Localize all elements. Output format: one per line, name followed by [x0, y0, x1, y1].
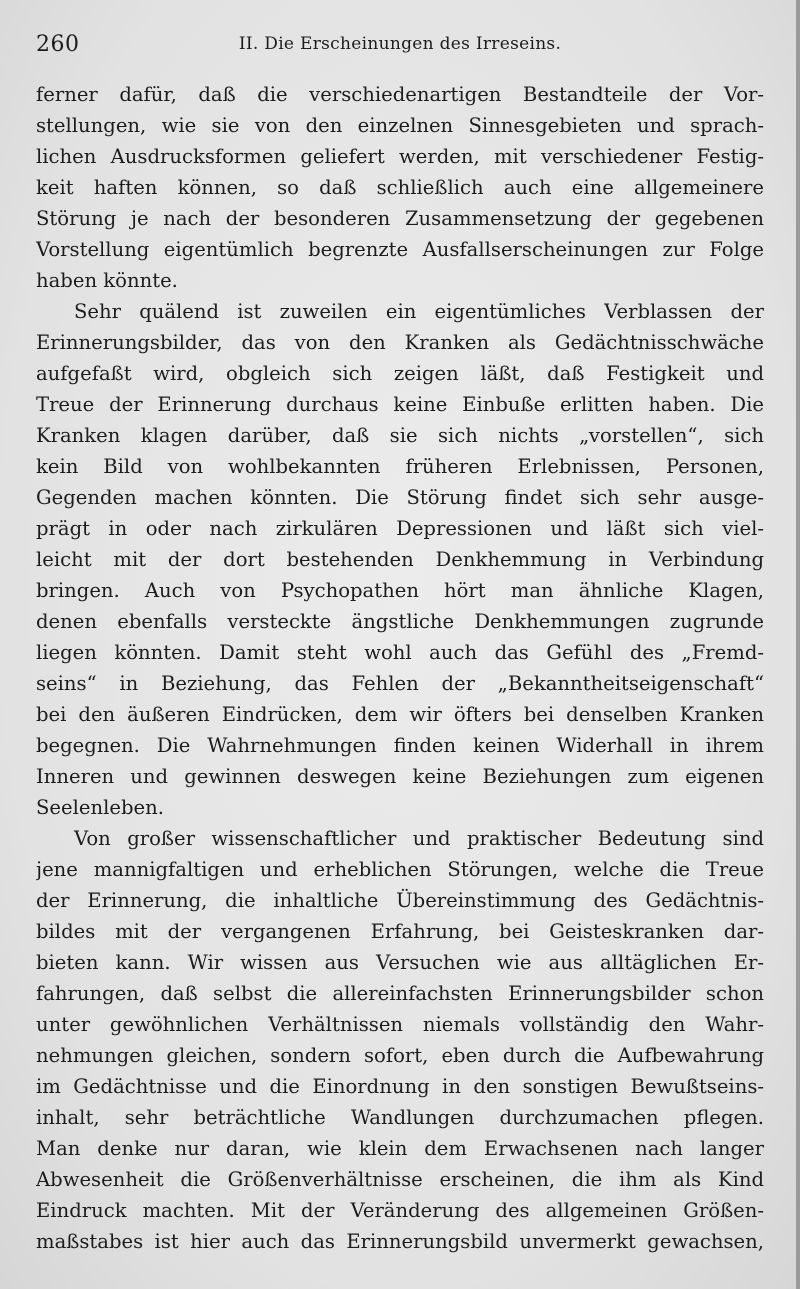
paragraph [36, 823, 764, 1257]
text-line: begegnen. Die Wahrnehmungen finden keinen Widerhall in ihrem [36, 734, 764, 757]
text-line: haben könnte. [36, 269, 178, 292]
text-line: nehmungen gleichen, sondern sofort, eben durch die Aufbewahrung [36, 1044, 764, 1067]
paragraph [36, 296, 764, 823]
text-line: bringen. Auch von Psychopathen hört man ähnliche Klagen, [36, 579, 764, 602]
page-edge [796, 0, 800, 1289]
text-line: denen ebenfalls versteckte ängstliche Denkhemmungen zugrunde [36, 610, 764, 633]
text-line: Man denke nur daran, wie klein dem Erwachsenen nach langer [36, 1137, 764, 1160]
text-line: Seelenleben. [36, 796, 164, 819]
paragraph [36, 79, 764, 296]
text-line: Abwesenheit die Größenverhältnisse erscheinen, die ihm als Kind [36, 1168, 764, 1191]
text-line: fahrungen, daß selbst die allereinfachsten Erinnerungsbilder schon [36, 982, 764, 1005]
text-line: Kranken klagen darüber, daß sie sich nichts „vorstellen“, sich [36, 424, 764, 447]
text-line: inhalt, sehr beträchtliche Wandlungen durchzumachen pflegen. [36, 1106, 764, 1129]
text-line: der Erinnerung, die inhaltliche Übereinstimmung des Gedächtnis- [36, 889, 764, 912]
text-line: seins“ in Beziehung, das Fehlen der „Bekanntheitseigenschaft“ [36, 672, 764, 695]
text-line: jene mannigfaltigen und erheblichen Störungen, welche die Treue [36, 858, 764, 881]
text-line: bei den äußeren Eindrücken, dem wir öfters bei denselben Kranken [36, 703, 764, 726]
text-line: bildes mit der vergangenen Erfahrung, bei Geisteskranken dar- [36, 920, 764, 943]
text-line: maßstabes ist hier auch das Erinnerungsbild unvermerkt gewachsen, [36, 1230, 764, 1253]
text-line: aufgefaßt wird, obgleich sich zeigen läßt, daß Festigkeit und [36, 362, 764, 385]
text-line: Treue der Erinnerung durchaus keine Einbuße erlitten haben. Die [36, 393, 764, 416]
text-line: leicht mit der dort bestehenden Denkhemmung in Verbindung [36, 548, 764, 571]
text-line: Sehr quälend ist zuweilen ein eigentümliches Verblassen der [74, 300, 764, 323]
text-line: Inneren und gewinnen deswegen keine Beziehungen zum eigenen [36, 765, 764, 788]
text-line: Vorstellung eigentümlich begrenzte Ausfallserscheinungen zur Folge [36, 238, 764, 261]
text-line: prägt in oder nach zirkulären Depressionen und läßt sich viel- [36, 517, 764, 540]
text-line: liegen könnten. Damit steht wohl auch das Gefühl des „Fremd- [36, 641, 764, 664]
text-line: Gegenden machen könnten. Die Störung findet sich sehr ausge- [36, 486, 764, 509]
text-line: lichen Ausdrucksformen geliefert werden, mit verschiedener Festig- [36, 145, 764, 168]
text-line: keit haften können, so daß schließlich auch eine allgemeinere [36, 176, 764, 199]
page-number: 260 [36, 32, 80, 57]
text-line: bieten kann. Wir wissen aus Versuchen wie aus alltäglichen Er- [36, 951, 764, 974]
text-line: ferner dafür, daß die verschiedenartigen Bestandteile der Vor- [36, 83, 764, 106]
page-header [36, 32, 764, 58]
text-line: Von großer wissenschaftlicher und praktischer Bedeutung sind [74, 827, 764, 850]
text-line: unter gewöhnlichen Verhältnissen niemals vollständig den Wahr- [36, 1013, 764, 1036]
text-line: Störung je nach der besonderen Zusammensetzung der gegebenen [36, 207, 764, 230]
text-line: kein Bild von wohlbekannten früheren Erlebnissen, Personen, [36, 455, 764, 478]
running-head: II. Die Erscheinungen des Irreseins. [238, 34, 562, 54]
text-line: Eindruck machten. Mit der Veränderung des allgemeinen Größen- [36, 1199, 764, 1222]
text-line: stellungen, wie sie von den einzelnen Sinnesgebieten und sprach- [36, 114, 764, 137]
text-line: im Gedächtnisse und die Einordnung in den sonstigen Bewußtseins- [36, 1075, 764, 1098]
body-text [36, 79, 764, 1257]
text-line: Erinnerungsbilder, das von den Kranken als Gedächtnisschwäche [36, 331, 764, 354]
